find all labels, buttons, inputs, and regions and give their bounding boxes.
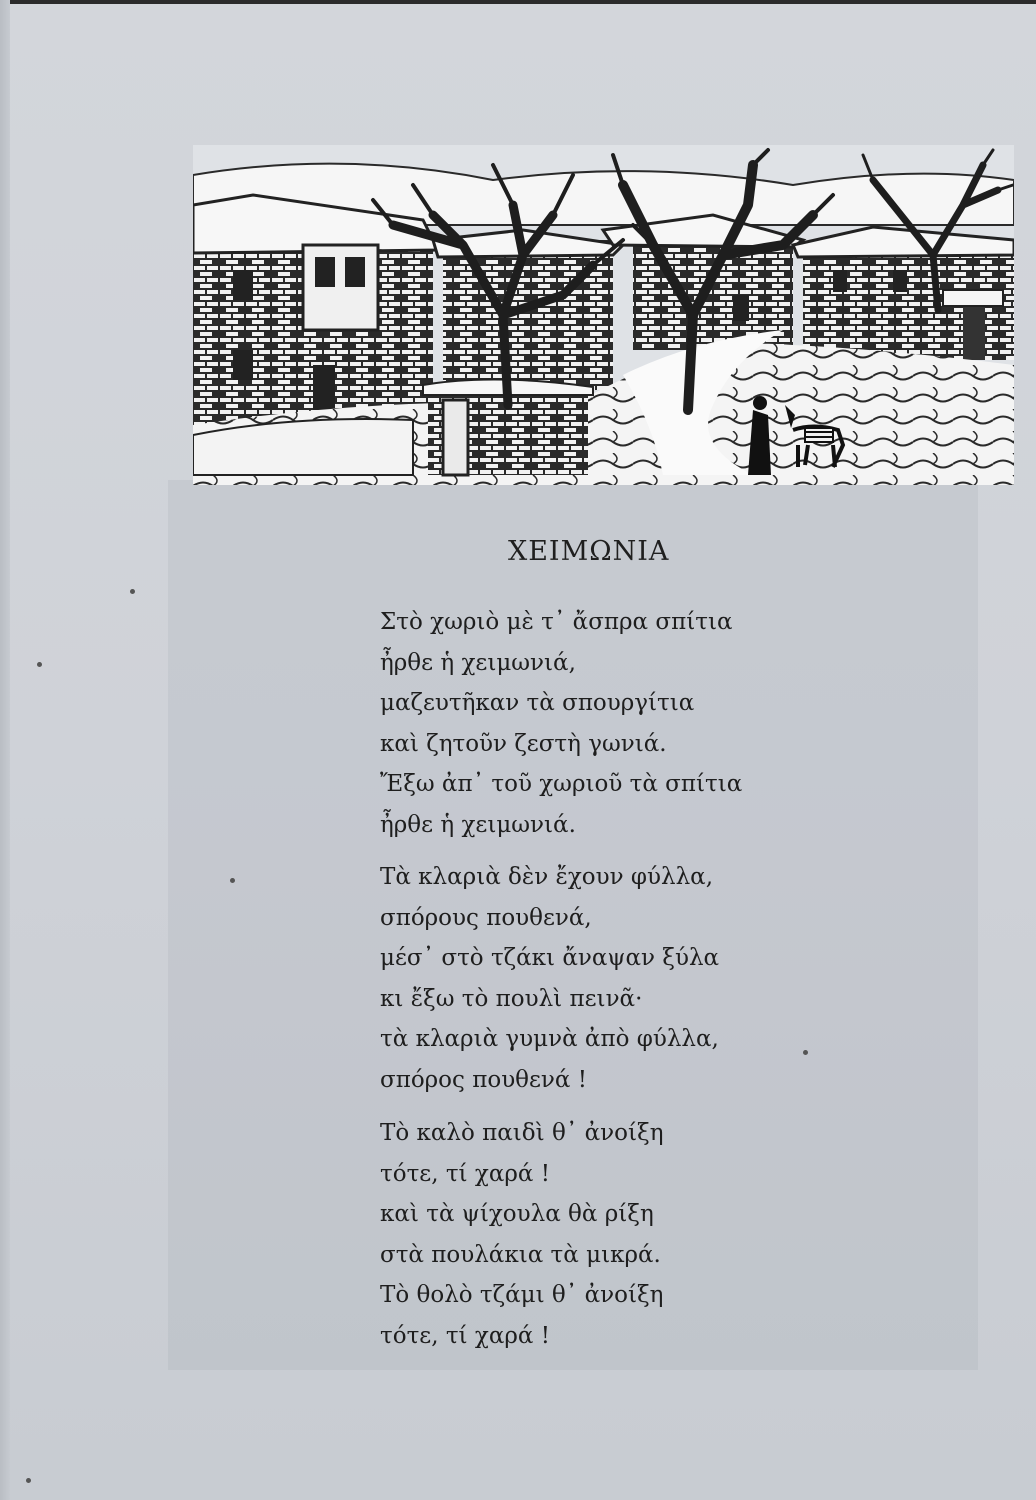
poem-line: Τὰ κλαριὰ δὲν ἔχουν φύλλα, (380, 864, 714, 890)
poem-line: Στὸ χωριὸ μὲ τ᾿ ἄσπρα σπίτια (380, 609, 733, 635)
stanza-1 (380, 602, 742, 845)
poem-line: ἦρθε ἡ χειμωνιά, (380, 649, 576, 676)
poem-line: Ἔξω ἀπ᾿ τοῦ χωριοῦ τὰ σπίτια (380, 771, 743, 797)
poem-line: σπόρους πουθενά, (380, 904, 592, 931)
snowy-village-woodcut-icon (193, 145, 1014, 485)
poem-line: μέσ᾿ στὸ τζάκι ἄναψαν ξύλα (380, 945, 720, 971)
poem-line: Τὸ καλὸ παιδὶ θ᾿ ἀνοίξη (380, 1120, 664, 1146)
poem-line: στὰ πουλάκια τὰ μικρά. (380, 1241, 661, 1268)
poem-line: ἦρθε ἡ χειμωνιά. (380, 811, 576, 838)
paper-speck (37, 662, 42, 667)
paper-speck (803, 1050, 808, 1055)
stanza-2 (380, 857, 719, 1100)
page-left-edge (0, 0, 10, 1500)
paper-speck (130, 589, 135, 594)
poem-line: καὶ ζητοῦν ζεστὴ γωνιά. (380, 730, 667, 757)
poem-line: τότε, τί χαρά ! (380, 1160, 550, 1187)
paper-speck (230, 878, 235, 883)
poem-line: καὶ τὰ ψίχουλα θὰ ρίξη (380, 1201, 654, 1227)
poem-line: Τὸ θολὸ τζάμι θ᾿ ἀνοίξη (380, 1282, 664, 1308)
poem-line: τότε, τί χαρά ! (380, 1322, 550, 1349)
poem-line: τὰ κλαριὰ γυμνὰ ἀπὸ φύλλα, (380, 1026, 719, 1052)
poem-line: κι ἔξω τὸ πουλὶ πεινᾶ· (380, 985, 643, 1012)
paper-speck (26, 1478, 31, 1483)
poem-line: σπόρος πουθενά ! (380, 1066, 587, 1093)
stanza-3 (380, 1113, 663, 1356)
poem-line: μαζευτῆκαν τὰ σπουργίτια (380, 690, 695, 716)
poem-title: ΧΕΙΜΩΝΙΑ (508, 536, 670, 567)
